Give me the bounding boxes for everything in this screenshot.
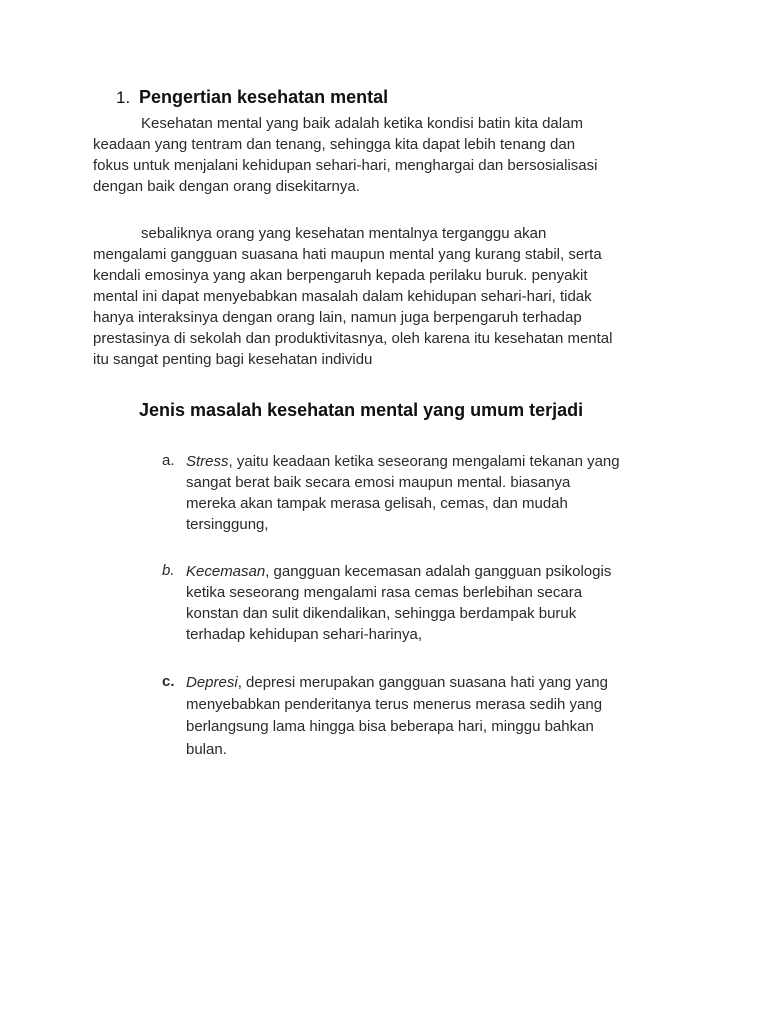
list-item-text: , gangguan kecemasan adalah gangguan psikologis [265,563,612,580]
paragraph-line: kendali emosinya yang akan berpengaruh kepada perilaku buruk. penyakit [93,267,588,284]
list-item-line: konstan dan sulit dikendalikan, sehingga berdampak buruk [186,605,577,622]
list-item-line: tersinggung, [186,516,269,533]
paragraph-line: mengalami gangguan suasana hati maupun mental yang kurang stabil, serta [93,246,602,263]
list-item-line [186,672,608,694]
list-item-line: mereka akan tampak merasa gelisah, cemas, dan mudah [186,495,568,512]
section-heading: Pengertian kesehatan mental [139,87,389,107]
paragraph-line: fokus untuk menjalani kehidupan sehari-hari, menghargai dan bersosialisasi [93,157,598,174]
list-item-term: Stress [186,453,229,470]
list-item-line: sangat berat baik secara emosi maupun mental. biasanya [186,474,571,491]
paragraph-line: sebaliknya orang yang kesehatan mentalnya terganggu akan [141,225,547,242]
paragraph-line: hanya interaksinya dengan orang lain, namun juga berpengaruh terhadap [93,309,582,326]
list-marker: c. [162,673,175,690]
list-item-text: , depresi merupakan gangguan suasana hati yang yang [237,674,608,691]
list-item-text: , yaitu keadaan ketika seseorang mengalami tekanan yang [228,453,620,470]
paragraph-line: dengan baik dengan orang disekitarnya. [93,178,360,195]
list-item-line: berlangsung lama hingga bisa beberapa hari, minggu bahkan [186,718,594,735]
list-item-line: bulan. [186,741,227,758]
paragraph-line: mental ini dapat menyebabkan masalah dalam kehidupan sehari-hari, tidak [93,288,592,305]
list-item-line [186,561,611,583]
section-number: 1. [116,88,131,107]
list-item-line: terhadap kehidupan sehari-harinya, [186,626,422,643]
list-marker: b. [162,562,175,579]
paragraph-line: itu sangat penting bagi kesehatan individu [93,351,373,368]
list-item-term: Kecemasan [186,563,266,580]
list-item-line: ketika seseorang mengalami rasa cemas berlebihan secara [186,584,583,601]
list-item-term: Depresi [186,674,238,691]
list-item-line [186,451,620,473]
paragraph-line: prestasinya di sekolah dan produktivitasnya, oleh karena itu kesehatan mental [93,330,613,347]
paragraph-line: keadaan yang tentram dan tenang, sehingga kita dapat lebih tenang dan [93,136,576,153]
list-marker: a. [162,452,175,469]
list-item-line: menyebabkan penderitanya terus menerus merasa sedih yang [186,696,603,713]
paragraph-line: Kesehatan mental yang baik adalah ketika kondisi batin kita dalam [141,115,583,132]
section-heading: Jenis masalah kesehatan mental yang umum terjadi [139,400,584,420]
